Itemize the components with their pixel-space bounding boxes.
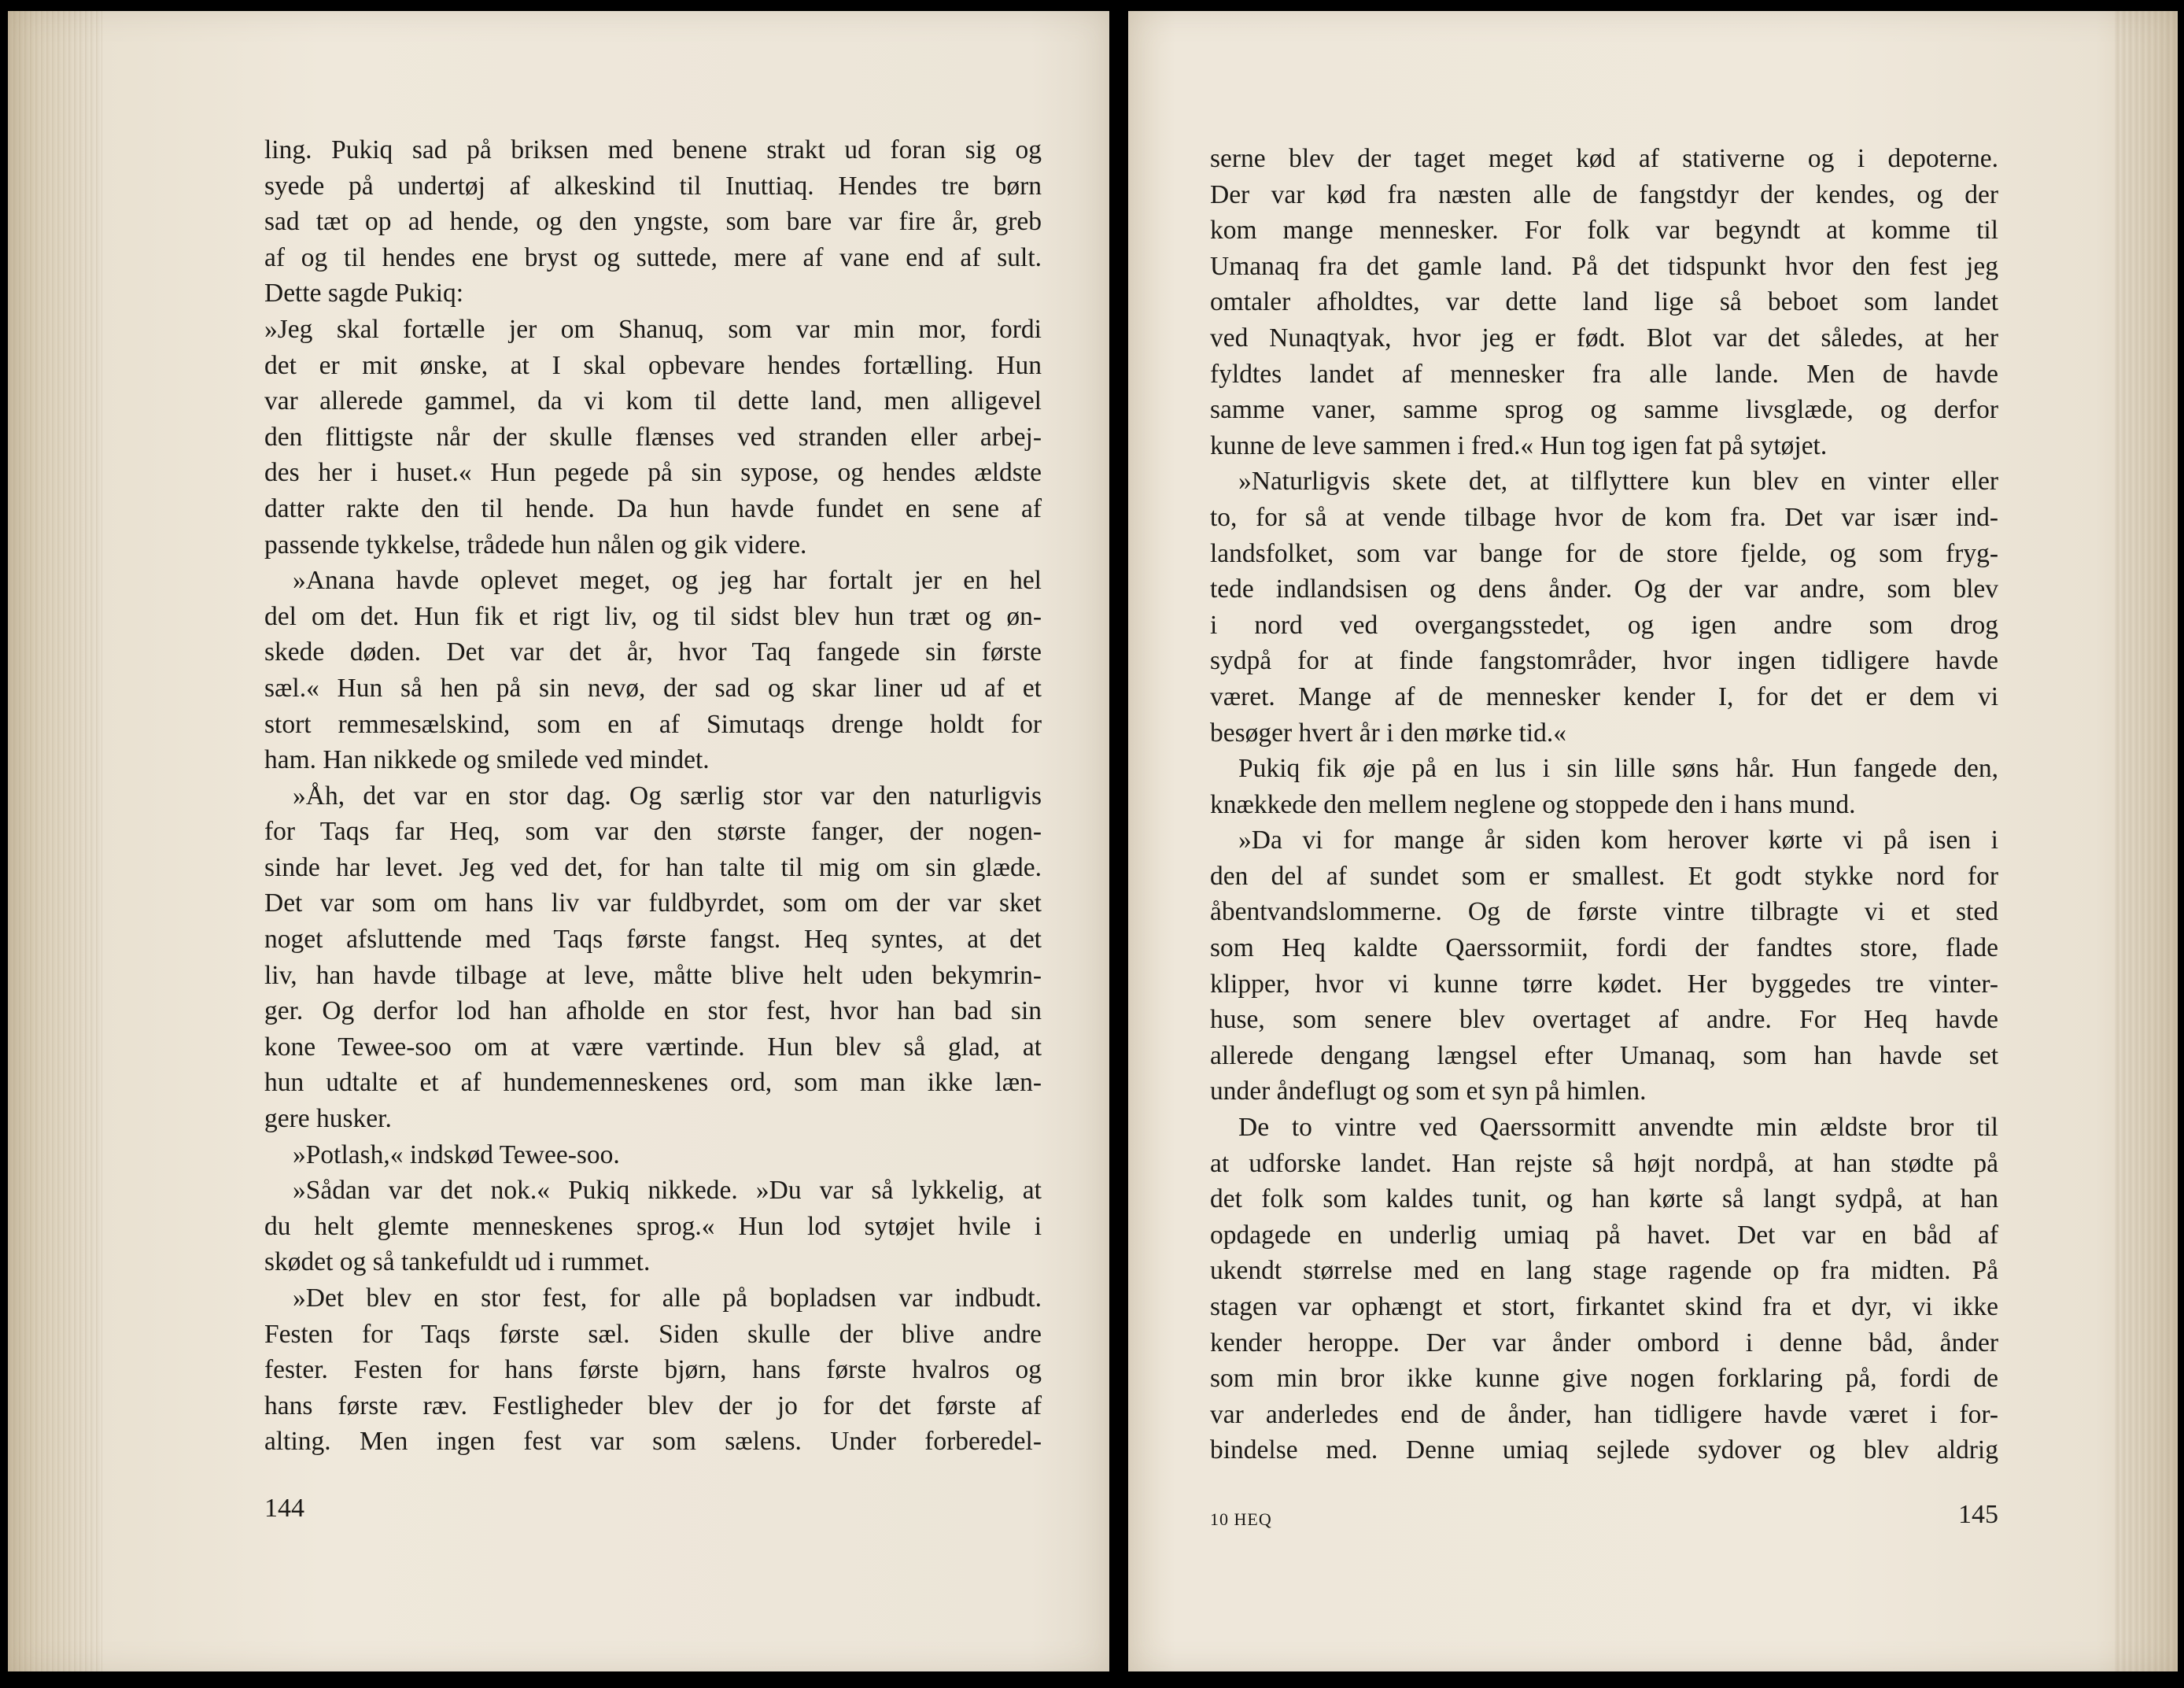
text-line: ling. Pukiq sad på briksen med benene strakt ud foran sig og <box>264 135 1042 164</box>
text-line: Festen for Taqs første sæl. Siden skulle der blive andre <box>264 1319 1042 1349</box>
text-line: for Taqs far Heq, som var den største fanger, der nogen- <box>264 817 1042 847</box>
text-line: ham. Han nikkede og smilede ved mindet. <box>264 745 710 775</box>
text-line: landsfolket, som var bange for de store fjelde, og som fryg- <box>1210 538 1998 568</box>
text-line: skødet og så tankefuldt ud i rummet. <box>264 1247 651 1277</box>
text-line: del om det. Hun fik et rigt liv, og til sidst blev hun træt og øn- <box>264 601 1042 631</box>
text-line: du helt glemte menneskenes sprog.« Hun lod sytøjet hvile i <box>264 1211 1042 1241</box>
right-page-text <box>1210 141 1998 1468</box>
text-line: under åndeflugt og som et syn på himlen. <box>1210 1077 1647 1106</box>
page-number-right: 145 <box>1958 1500 1998 1529</box>
text-line: sæl.« Hun så hen på sin nevø, der sad og skar liner ud af et <box>264 673 1042 703</box>
text-line: kone Tewee-soo om at være værtinde. Hun blev så glad, at <box>264 1032 1042 1062</box>
text-line: Umanaq fra det gamle land. På det tidspunkt hvor den fest jeg <box>1210 251 1998 281</box>
text-line: des her i huset.« Hun pegede på sin sypose, og hendes ældste <box>264 458 1042 488</box>
text-line: af og til hendes ene bryst og suttede, mere af vane end af sult. <box>264 242 1042 272</box>
left-page-text <box>264 132 1042 1460</box>
text-line: huse, som senere blev overtaget af andre. For Heq havde <box>1210 1005 1998 1035</box>
signature-mark: 10 HEQ <box>1210 1509 1272 1529</box>
text-line: fyldtes landet af mennesker fra alle lande. Men de havde <box>1210 359 1998 389</box>
page-number-left: 144 <box>264 1494 304 1523</box>
text-line: to, for så at vende tilbage hvor de kom fra. Det var især ind- <box>1210 502 1998 532</box>
text-line: datter rakte den til hende. Da hun havde fundet en sene af <box>264 493 1042 523</box>
text-line: stort remmesælskind, som en af Simutaqs drenge holdt for <box>264 709 1042 739</box>
text-line: ukendt størrelse med en lang stage ragende op fra midten. På <box>1210 1256 1998 1286</box>
text-line: allerede dengang længsel efter Umanaq, som han havde set <box>1210 1040 1998 1070</box>
text-line: noget afsluttende med Taqs første fangst. Heq syntes, at det <box>264 925 1042 955</box>
text-line: i nord ved overgangsstedet, og igen andre som drog <box>1210 610 1998 640</box>
text-line: liv, han havde tilbage at leve, måtte blive helt uden bekymrin- <box>264 960 1042 990</box>
text-line: været. Mange af de mennesker kender I, for det er dem vi <box>1210 681 1998 711</box>
text-line: skede døden. Det var det år, hvor Taq fangede sin første <box>264 637 1042 667</box>
text-line: stagen var ophængt et stort, firkantet skind fra et dyr, vi ikke <box>1210 1292 1998 1321</box>
text-line: den flittigste når der skulle flænses ved stranden eller arbej- <box>264 422 1042 452</box>
text-line: bindelse med. Denne umiaq sejlede sydover og blev aldrig <box>1210 1435 1998 1465</box>
text-line: ved Nunaqtyak, hvor jeg er født. Blot var det således, at her <box>1210 323 1998 353</box>
text-line: var anderledes end de ånder, han tidligere havde været i for- <box>1210 1399 1998 1429</box>
text-line: det folk som kaldes tunit, og han kørte så langt sydpå, at han <box>1210 1184 1998 1214</box>
text-line: Der var kød fra næsten alle de fangstdyr der kendes, og der <box>1210 179 1998 209</box>
text-line: »Anana havde oplevet meget, og jeg har fortalt jer en hel <box>293 566 1042 596</box>
text-line: besøger hvert år i den mørke tid.« <box>1210 718 1567 748</box>
text-line: Pukiq fik øje på en lus i sin lille søns hår. Hun fangede den, <box>1238 754 1998 784</box>
text-line: »Det blev en stor fest, for alle på bopladsen var indbudt. <box>293 1284 1042 1313</box>
text-line: det er mit ønske, at I skal opbevare hendes fortælling. Hun <box>264 350 1042 380</box>
text-line: knækkede den mellem neglene og stoppede den i hans mund. <box>1210 789 1856 819</box>
text-line: at udforske landet. Han rejste så højt nordpå, at han stødte på <box>1210 1148 1998 1178</box>
text-line: kunne de leve sammen i fred.« Hun tog igen fat på sytøjet. <box>1210 430 1828 460</box>
text-line: den del af sundet som er smallest. Et godt stykke nord for <box>1210 861 1998 891</box>
text-line: hans første ræv. Festligheder blev der jo for det første af <box>264 1391 1042 1420</box>
text-line: omtaler afholdtes, var dette land lige så beboet som landet <box>1210 287 1998 317</box>
text-line: »Sådan var det nok.« Pukiq nikkede. »Du var så lykkelig, at <box>293 1176 1042 1206</box>
text-line: gere husker. <box>264 1104 392 1134</box>
text-line: kom mange mennesker. For folk var begyndt at komme til <box>1210 216 1998 246</box>
text-line: hun udtalte et af hundemenneskenes ord, som man ikke læn- <box>264 1068 1042 1098</box>
text-line: »Jeg skal fortælle jer om Shanuq, som var min mor, fordi <box>264 314 1042 344</box>
text-line: passende tykkelse, trådede hun nålen og gik videre. <box>264 530 807 560</box>
right-page <box>1128 11 2178 1671</box>
text-line: som Heq kaldte Qaerssormiit, fordi der fandtes store, flade <box>1210 933 1998 963</box>
text-line: Det var som om hans liv var fuldbyrdet, som om der var sket <box>264 888 1042 918</box>
text-line: klipper, hvor vi kunne tørre kødet. Her byggedes tre vinter- <box>1210 969 1998 999</box>
page-edge-right <box>2115 11 2178 1671</box>
text-line: samme vaner, samme sprog og samme livsglæde, og derfor <box>1210 395 1998 425</box>
page-edge-left <box>8 11 102 1671</box>
text-line: »Da vi for mange år siden kom herover kørte vi på isen i <box>1238 826 1998 855</box>
text-line: serne blev der taget meget kød af stativerne og i depoterne. <box>1210 144 1998 173</box>
text-line: sad tæt op ad hende, og den yngste, som bare var fire år, greb <box>264 207 1042 237</box>
text-line: fester. Festen for hans første bjørn, hans første hvalros og <box>264 1355 1042 1385</box>
text-line: sydpå for at finde fangstområder, hvor ingen tidligere havde <box>1210 646 1998 676</box>
text-line: »Naturligvis skete det, at tilflyttere kun blev en vinter eller <box>1238 467 1998 497</box>
text-line: Dette sagde Pukiq: <box>264 279 464 308</box>
left-page <box>8 11 1109 1671</box>
text-line: syede på undertøj af alkeskind til Inuttiaq. Hendes tre børn <box>264 171 1042 201</box>
text-line: kender heroppe. Der var ånder ombord i denne båd, ånder <box>1210 1328 1998 1357</box>
text-line: »Potlash,« indskød Tewee-soo. <box>293 1139 620 1169</box>
text-line: alting. Men ingen fest var som sælens. Under forberedel- <box>264 1427 1042 1457</box>
text-line: De to vintre ved Qaerssormitt anvendte min ældste bror til <box>1238 1113 1998 1143</box>
text-line: opdagede en underlig umiaq på havet. Det var en båd af <box>1210 1220 1998 1250</box>
text-line: åbentvandslommerne. Og de første vintre tilbragte vi et sted <box>1210 897 1998 927</box>
text-line: var allerede gammel, da vi kom til dette land, men alligevel <box>264 386 1042 416</box>
text-line: »Åh, det var en stor dag. Og særlig stor var den naturligvis <box>293 781 1042 811</box>
text-line: tede indlandsisen og dens ånder. Og der var andre, som blev <box>1210 574 1998 604</box>
text-line: som min bror ikke kunne give nogen forklaring på, fordi de <box>1210 1364 1998 1394</box>
text-line: ger. Og derfor lod han afholde en stor fest, hvor han bad sin <box>264 996 1042 1026</box>
text-line: sinde har levet. Jeg ved det, for han talte til mig om sin glæde. <box>264 852 1042 882</box>
